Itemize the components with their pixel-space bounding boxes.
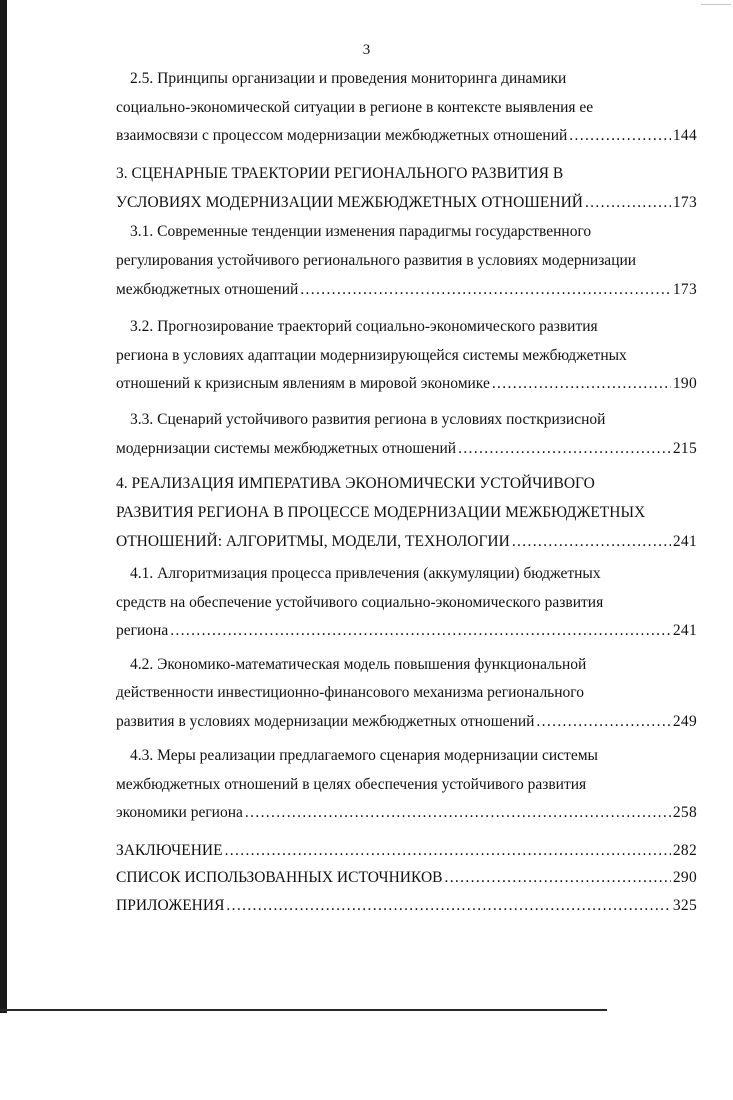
toc-entry-text: 4.2. Экономико-математическая модель повышения функциональной [130,656,587,673]
toc-entry-text: 3.3. Сценарий устойчивого развития региона в условиях посткризисной [130,411,606,428]
toc-entry-text: региона в условиях адаптации модернизирующейся системы межбюджетных [116,347,627,364]
toc-page-number: 144 [672,127,697,144]
toc-entry-line [116,472,595,496]
toc-entry-line [116,681,584,705]
toc-page-number: 190 [672,375,697,392]
toc-entry-line [116,249,636,273]
toc-entry-line [130,744,598,768]
toc-entry-text: ПРИЛОЖЕНИЯ [116,897,225,914]
toc-entry-line-last [116,278,697,302]
toc-entry-line-last [116,710,697,734]
toc-leader-dots [492,372,671,396]
toc-page-number: 241 [672,533,697,550]
toc-entry-line-last [116,124,697,148]
toc-page-number: 173 [672,281,697,298]
toc-entry-text: СПИСОК ИСПОЛЬЗОВАННЫХ ИСТОЧНИКОВ [116,869,443,886]
toc-leader-dots [536,710,670,734]
toc-entry-line-last [116,437,697,461]
toc-entry-text: межбюджетных отношений в целях обеспечения устойчивого развития [116,776,587,793]
scan-corner-mark [701,0,731,5]
toc-entry-text: взаимосвязи с процессом модернизации межбюджетных отношений [116,127,568,144]
toc-entry-line [130,562,601,586]
toc-page-number: 241 [672,622,697,639]
toc-leader-dots [226,894,670,918]
toc-leader-dots [245,801,671,825]
toc-entry-text: средств на обеспечение устойчивого социально-экономического развития [116,594,604,611]
toc-leader-dots [444,866,670,890]
toc-entry-text: экономики региона [116,804,243,821]
toc-leader-dots [458,437,671,461]
toc-entry-text: 3. СЦЕНАРНЫЕ ТРАЕКТОРИИ РЕГИОНАЛЬНОГО РАЗВИТИЯ В [116,165,564,182]
toc-entry-line [116,162,563,186]
toc-entry-line-last [116,894,697,918]
toc-entry-line [130,220,591,244]
toc-entry-text: 3.1. Современные тенденции изменения парадигмы государственного [130,223,592,240]
toc-page-number: 290 [672,869,697,886]
toc-entry-line-last [116,619,697,643]
toc-entry-text: действенности инвестиционно-финансового механизма регионального [116,684,585,701]
toc-leader-dots [170,619,671,643]
toc-leader-dots [569,124,671,148]
toc-entry-line [116,773,586,797]
toc-entry-line [130,653,586,677]
toc-entry-line [116,96,593,120]
toc-entry-text: ОТНОШЕНИЙ: АЛГОРИТМЫ, МОДЕЛИ, ТЕХНОЛОГИИ [116,533,510,550]
toc-entry-text: социально-экономической ситуации в регионе в контексте выявления ее [116,99,594,116]
toc-entry-text: 3.2. Прогнозирование траекторий социально-экономического развития [130,318,598,335]
page-number: 3 [362,42,371,58]
toc-entry-line-last [116,866,697,890]
toc-entry-text: межбюджетных отношений [116,281,299,298]
scan-border-bottom [0,1009,607,1011]
toc-entry-text: ЗАКЛЮЧЕНИЕ [116,842,223,859]
toc-entry-text: УСЛОВИЯХ МОДЕРНИЗАЦИИ МЕЖБЮДЖЕТНЫХ ОТНОШЕНИЙ [116,194,583,211]
toc-entry-line-last [116,372,697,396]
toc-page-number: 282 [672,842,697,859]
toc-entry-line [130,67,566,91]
toc-page-number: 258 [672,804,697,821]
toc-entry-line-last [116,530,697,554]
toc-entry-line [116,501,645,525]
toc-entry-text: региона [116,622,169,639]
toc-entry-text: отношений к кризисным явлениям в мировой экономике [116,375,490,392]
toc-entry-text: РАЗВИТИЯ РЕГИОНА В ПРОЦЕССЕ МОДЕРНИЗАЦИИ МЕЖБЮДЖЕТНЫХ [116,504,646,521]
toc-entry-line [116,344,627,368]
toc-entry-line [130,408,605,432]
toc-entry-text: 2.5. Принципы организации и проведения мониторинга динамики [130,70,567,87]
toc-entry-line-last [116,191,697,215]
toc-page-number: 249 [672,713,697,730]
toc-entry-text: 4.3. Меры реализации предлагаемого сценария модернизации системы [130,747,598,764]
toc-leader-dots [225,839,671,863]
toc-entry-line [130,315,598,339]
toc-entry-line [116,591,603,615]
toc-entry-text: регулирования устойчивого регионального развития в условиях модернизации [116,252,637,269]
toc-entry-text: 4.1. Алгоритмизация процесса привлечения (аккумуляции) бюджетных [130,565,601,582]
toc-leader-dots [585,191,671,215]
toc-entry-text: модернизации системы межбюджетных отношений [116,440,457,457]
scan-border-left [0,0,7,1013]
toc-page-number: 325 [672,897,697,914]
toc-leader-dots [300,278,671,302]
toc-entry-text: развития в условиях модернизации межбюджетных отношений [116,713,535,730]
toc-entry-line-last [116,801,697,825]
toc-page-number: 215 [672,440,697,457]
toc-entry-line-last [116,839,697,863]
toc-leader-dots [512,530,671,554]
toc-page-number: 173 [672,194,697,211]
toc-entry-text: 4. РЕАЛИЗАЦИЯ ИМПЕРАТИВА ЭКОНОМИЧЕСКИ УСТОЙЧИВОГО [116,475,595,492]
